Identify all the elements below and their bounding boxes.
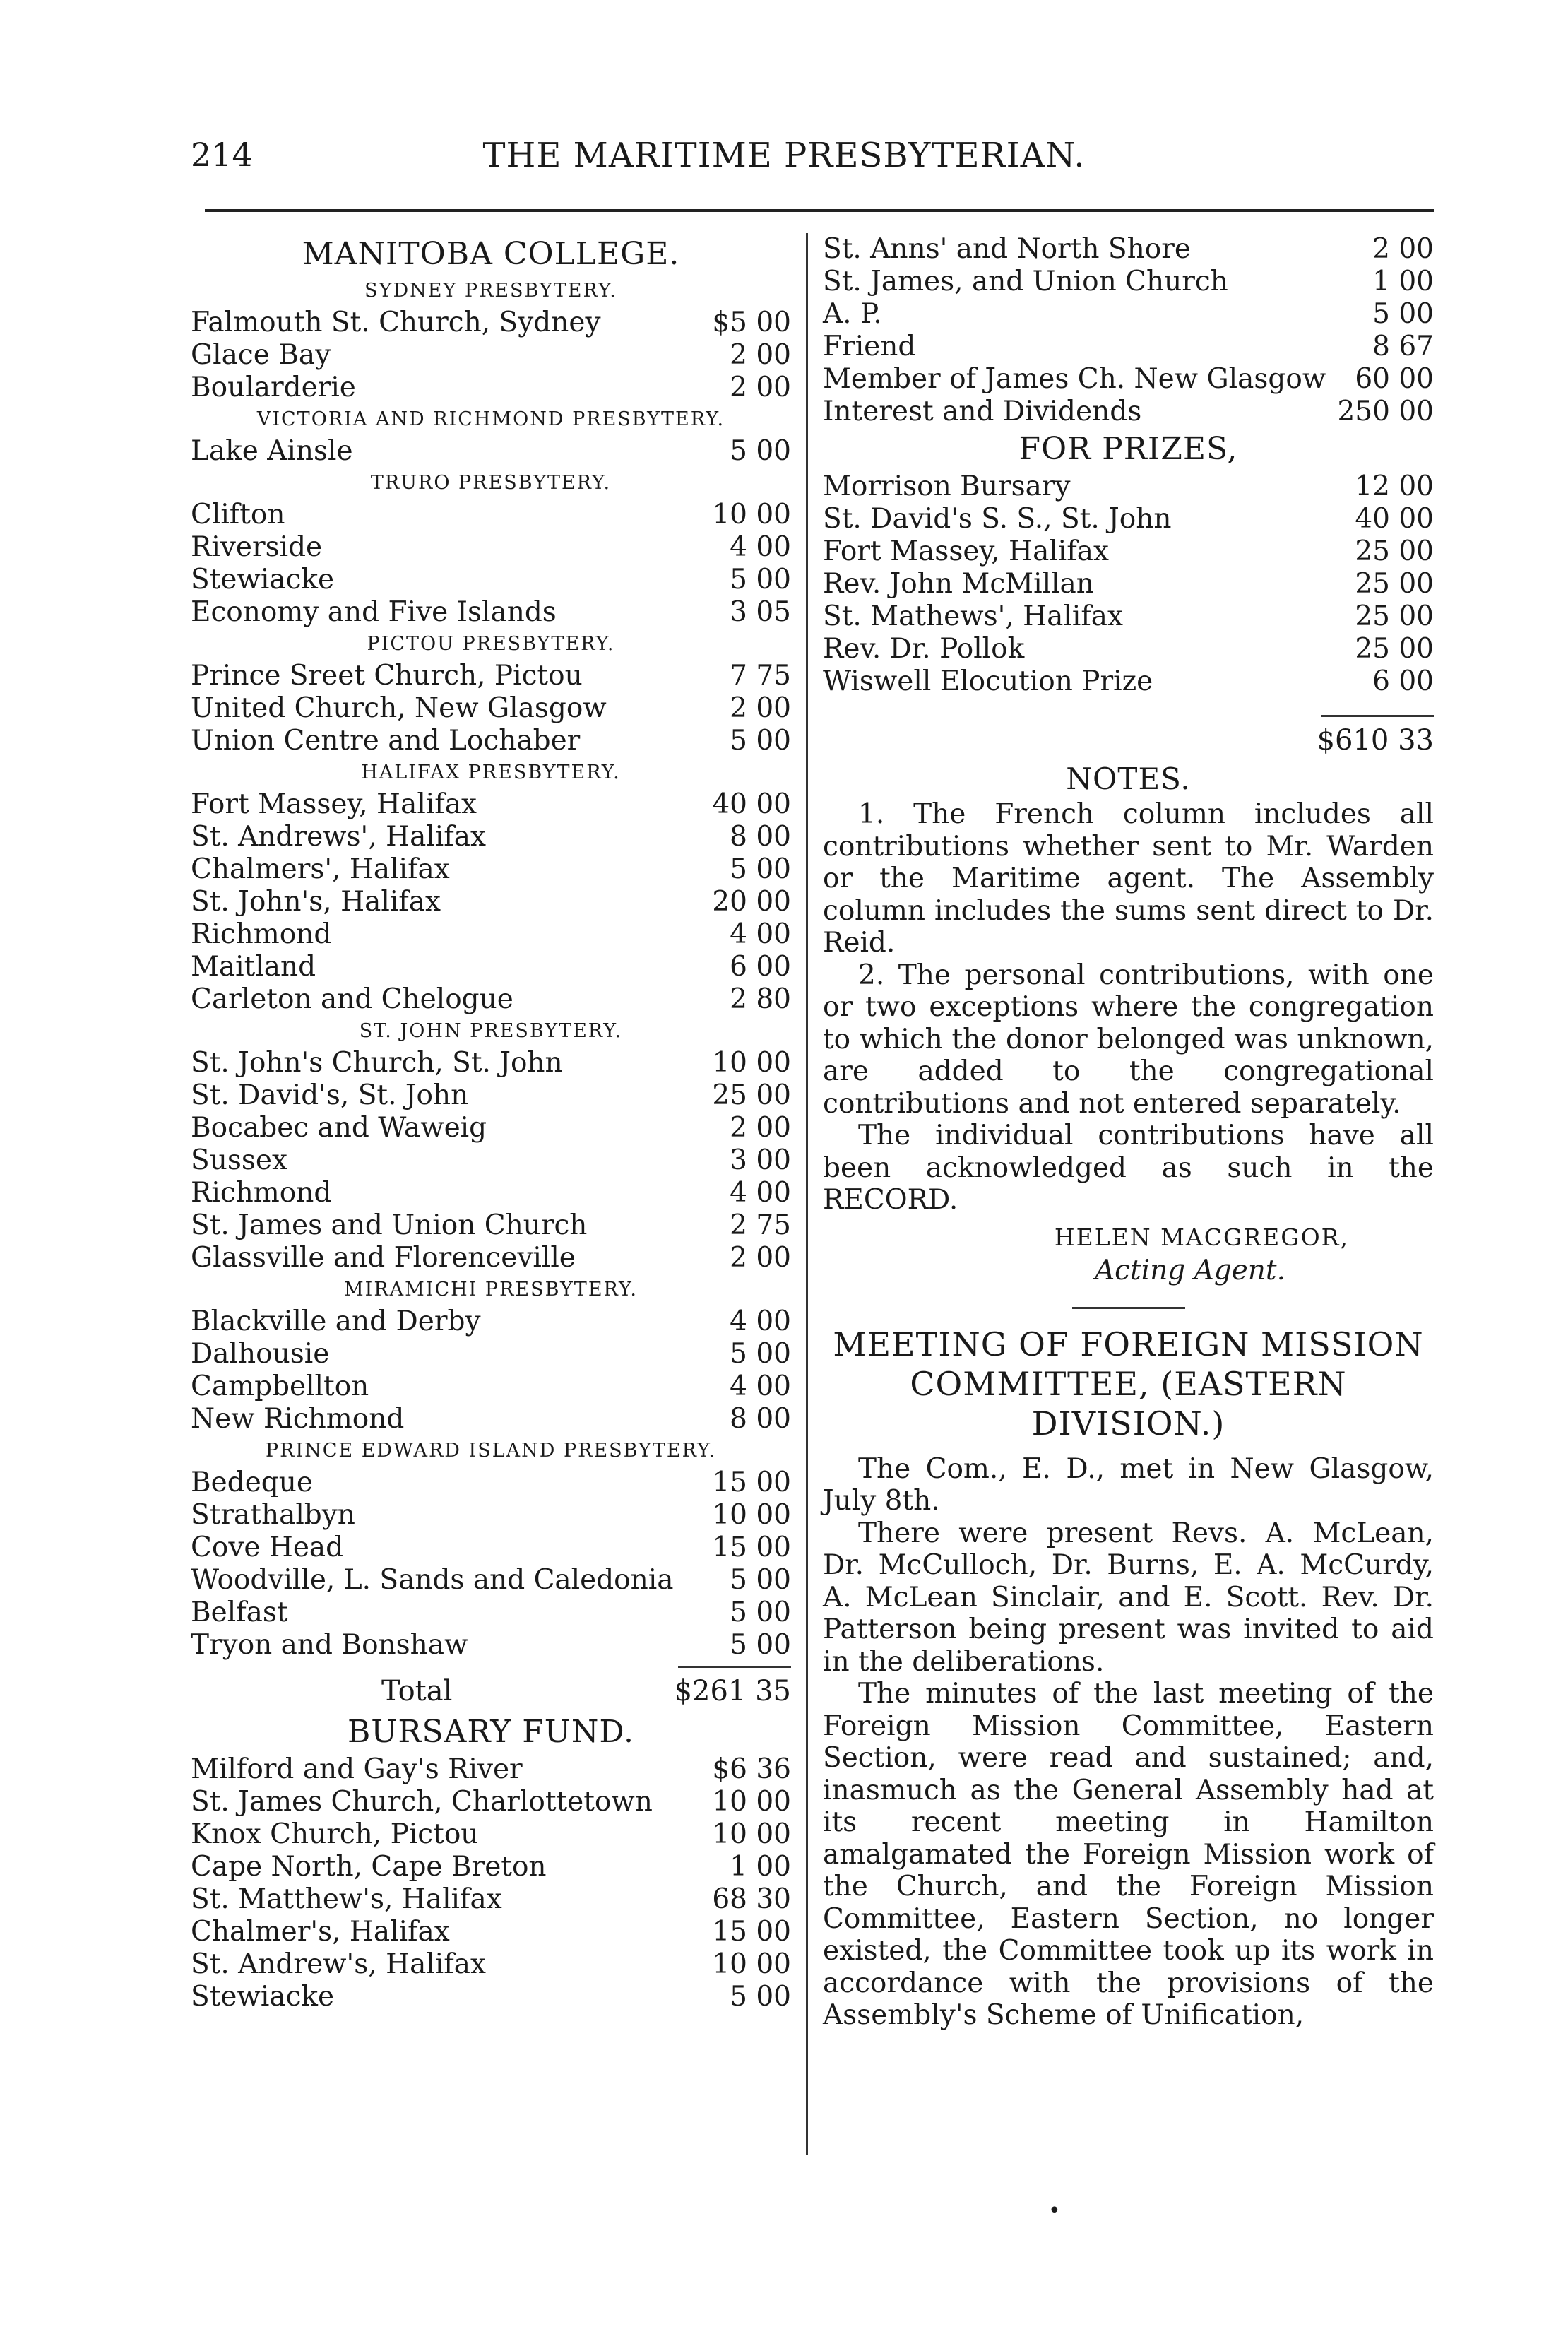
entry-amount: 7 75 <box>730 660 791 692</box>
entry-row <box>191 596 791 629</box>
prizes-total-rule <box>823 711 1434 721</box>
entry-amount: 5 00 <box>730 1564 791 1596</box>
entry-row <box>191 1209 791 1242</box>
entry-label: Rev. John McMillan <box>823 568 1094 600</box>
right-column <box>823 233 1434 2032</box>
notes-title: NOTES. <box>1066 762 1191 796</box>
entry-row <box>823 363 1434 396</box>
bullet-mark: • <box>1048 2198 1061 2223</box>
entry-row <box>191 1047 791 1079</box>
entry-row <box>191 1916 791 1948</box>
entry-amount: 20 00 <box>712 886 791 918</box>
meeting-paragraph: The minutes of the last meeting of the Foreign Mission Committee, Eastern Section, were read and sustained; and, inasmuch as the General Assembly had at its recent meeting in Hamilton amalgamated the Foreign Mission work of the Church, and the Foreign Mission Committee, Eastern Section, no longer existed, the Committee took up its work in accordance with the provisions of the Assembly's Scheme of Unification, <box>823 1678 1434 2031</box>
presbytery-heading: SYDNEY PRESBYTERY. <box>364 280 617 302</box>
entry-row <box>823 298 1434 331</box>
column-divider <box>806 233 808 2155</box>
entry-row <box>191 725 791 757</box>
presbytery-list <box>191 276 791 1662</box>
entry-amount: 8 00 <box>730 1403 791 1435</box>
entry-row <box>823 331 1434 363</box>
notes-paragraph: 1. The French column includes all contributions whether sent to Mr. Warden or the Maritime agent. The Assembly column includes the sums sent direct to Dr. Reid. <box>823 798 1434 959</box>
entry-amount: 2 75 <box>730 1209 791 1241</box>
entry-row <box>191 1948 791 1981</box>
entry-amount: 6 00 <box>730 951 791 983</box>
entry-amount: 5 00 <box>730 853 791 885</box>
entry-label: Stewiacke <box>191 564 335 596</box>
entry-amount: 1 00 <box>730 1851 791 1883</box>
entry-row <box>823 470 1434 503</box>
entry-label: Bocabec and Waweig <box>191 1112 487 1144</box>
entry-amount: 4 00 <box>730 918 791 950</box>
entry-row <box>823 266 1434 298</box>
entry-label: Friend <box>823 331 916 362</box>
entry-amount: 2 00 <box>730 692 791 724</box>
entry-amount: 5 00 <box>1372 298 1434 330</box>
entry-row <box>191 1753 791 1786</box>
entry-label: Lake Ainsle <box>191 435 353 467</box>
entry-amount: 12 00 <box>1355 470 1434 502</box>
entry-row <box>191 372 791 404</box>
bursary-continued-list <box>823 233 1434 428</box>
entry-amount: 5 00 <box>730 1597 791 1628</box>
entry-amount: 25 00 <box>712 1079 791 1111</box>
entry-amount: 5 00 <box>730 435 791 467</box>
entry-label: Falmouth St. Church, Sydney <box>191 307 601 338</box>
entry-row <box>191 499 791 531</box>
entry-amount: 4 00 <box>730 1305 791 1337</box>
entry-row <box>191 1851 791 1883</box>
entry-amount: $5 00 <box>712 307 791 338</box>
entry-row <box>191 1079 791 1112</box>
entry-row <box>191 951 791 983</box>
entry-label: Union Centre and Lochaber <box>191 725 581 757</box>
entry-label: Economy and Five Islands <box>191 596 557 628</box>
entry-row <box>191 1629 791 1662</box>
total-label: Total <box>381 1675 453 1707</box>
entry-row <box>191 1305 791 1338</box>
meeting-title: MEETING OF FOREIGN MISSION COMMITTEE, (EASTERN DIVISION.) <box>833 1325 1424 1443</box>
entry-label: St. Andrews', Halifax <box>191 821 486 853</box>
entry-label: Maitland <box>191 951 316 983</box>
entry-row <box>191 788 791 821</box>
total-row <box>191 1671 791 1711</box>
entry-row <box>191 853 791 886</box>
entry-amount: 4 00 <box>730 1177 791 1209</box>
entry-label: Rev. Dr. Pollok <box>823 633 1025 665</box>
entry-amount: 3 00 <box>730 1144 791 1176</box>
entry-label: Fort Massey, Halifax <box>191 788 477 820</box>
entry-amount: 250 00 <box>1337 396 1434 427</box>
signature-role: Acting Agent. <box>1094 1254 1285 1286</box>
section-title-manitoba: MANITOBA COLLEGE. <box>302 236 680 272</box>
entry-amount: 10 00 <box>712 1786 791 1818</box>
entry-row <box>191 1370 791 1403</box>
entry-label: Milford and Gay's River <box>191 1753 523 1785</box>
total-rule <box>191 1662 791 1671</box>
entry-amount: 5 00 <box>730 725 791 757</box>
entry-amount: 2 00 <box>730 1112 791 1144</box>
entry-label: St. Andrew's, Halifax <box>191 1948 486 1980</box>
entry-amount: 1 00 <box>1372 266 1434 297</box>
entry-amount: 5 00 <box>730 1338 791 1370</box>
entry-label: Interest and Dividends <box>823 396 1142 427</box>
left-column <box>191 233 791 2013</box>
entry-row <box>191 339 791 372</box>
entry-amount: 4 00 <box>730 1370 791 1402</box>
entry-label: St. David's S. S., St. John <box>823 503 1172 535</box>
entry-amount: 2 80 <box>730 983 791 1015</box>
entry-row <box>191 1786 791 1818</box>
entry-row <box>191 660 791 692</box>
entry-label: St. Mathews', Halifax <box>823 600 1124 632</box>
signature-name: HELEN MACGREGOR, <box>1054 1223 1349 1251</box>
entry-amount: $6 36 <box>712 1753 791 1785</box>
notes-paragraph: The individual contributions have all been acknowledged as such in the RECORD. <box>823 1120 1434 1216</box>
entry-row <box>823 535 1434 568</box>
entry-row <box>191 1467 791 1499</box>
entry-label: Clifton <box>191 499 285 531</box>
entry-amount: 2 00 <box>730 339 791 371</box>
entry-amount: 4 00 <box>730 531 791 563</box>
entry-row <box>191 1144 791 1177</box>
entry-row <box>823 600 1434 633</box>
prizes-list <box>823 470 1434 698</box>
entry-amount: 15 00 <box>712 1916 791 1948</box>
entry-amount: 5 00 <box>730 1629 791 1661</box>
entry-row <box>823 233 1434 266</box>
entry-row <box>191 692 791 725</box>
entry-label: Blackville and Derby <box>191 1305 481 1337</box>
entry-row <box>191 1242 791 1274</box>
meeting-paragraph: There were present Revs. A. McLean, Dr. McCulloch, Dr. Burns, E. A. McCurdy, A. McLean Sinclair, and E. Scott. Rev. Dr. Patterson being present was invited to aid in the deliberations. <box>823 1517 1434 1678</box>
entry-row <box>823 633 1434 665</box>
entry-amount: 25 00 <box>1355 600 1434 632</box>
presbytery-heading: VICTORIA AND RICHMOND PRESBYTERY. <box>256 408 725 430</box>
entry-row <box>191 983 791 1016</box>
entry-row <box>823 568 1434 600</box>
entry-label: Dalhousie <box>191 1338 330 1370</box>
entry-label: St. James, and Union Church <box>823 266 1228 297</box>
entry-label: Bedeque <box>191 1467 313 1498</box>
entry-row <box>823 665 1434 698</box>
entry-label: Cove Head <box>191 1532 344 1563</box>
entry-label: Prince Sreet Church, Pictou <box>191 660 583 692</box>
entry-row <box>191 531 791 564</box>
entry-amount: 10 00 <box>712 1948 791 1980</box>
entry-amount: 15 00 <box>712 1532 791 1563</box>
entry-label: Richmond <box>191 918 332 950</box>
entry-row <box>191 1564 791 1597</box>
entry-row <box>823 396 1434 428</box>
entry-row <box>191 307 791 339</box>
entry-row <box>191 1532 791 1564</box>
presbytery-heading: MIRAMICHI PRESBYTERY. <box>344 1279 638 1301</box>
entry-row <box>191 918 791 951</box>
entry-label: St. John's Church, St. John <box>191 1047 563 1079</box>
page-number: 214 <box>191 136 253 174</box>
entry-label: St. James and Union Church <box>191 1209 588 1241</box>
entry-label: Stewiacke <box>191 1981 335 2013</box>
entry-label: St. John's, Halifax <box>191 886 441 918</box>
entry-label: Fort Massey, Halifax <box>823 535 1109 567</box>
entry-label: Wiswell Elocution Prize <box>823 665 1153 697</box>
head-rule <box>205 209 1434 212</box>
entry-amount: 5 00 <box>730 1981 791 2013</box>
bursary-list <box>191 1753 791 2013</box>
entry-label: United Church, New Glasgow <box>191 692 607 724</box>
meeting-paragraph: The Com., E. D., met in New Glasgow, July 8th. <box>823 1452 1434 1517</box>
entry-amount: 68 30 <box>712 1883 791 1915</box>
entry-label: Woodville, L. Sands and Caledonia <box>191 1564 674 1596</box>
entry-amount: 2 00 <box>730 372 791 403</box>
entry-row <box>191 435 791 468</box>
entry-label: Campbellton <box>191 1370 369 1402</box>
notes-paragraph: 2. The personal contributions, with one or two exceptions where the congregation to which the donor belonged was unknown, are added to the congregational contributions and not entered separately. <box>823 959 1434 1120</box>
entry-label: Morrison Bursary <box>823 470 1071 502</box>
entry-amount: 2 00 <box>1372 233 1434 265</box>
presbytery-heading: PRINCE EDWARD ISLAND PRESBYTERY. <box>265 1440 717 1462</box>
section-title-bursary: BURSARY FUND. <box>347 1714 635 1750</box>
entry-amount: 8 67 <box>1372 331 1434 362</box>
entry-label: Boularderie <box>191 372 356 403</box>
entry-label: St. David's, St. John <box>191 1079 469 1111</box>
entry-label: Knox Church, Pictou <box>191 1818 479 1850</box>
entry-amount: 60 00 <box>1355 363 1434 395</box>
entry-amount: 10 00 <box>712 1818 791 1850</box>
entry-label: St. Matthew's, Halifax <box>191 1883 502 1915</box>
entry-row <box>191 1883 791 1916</box>
entry-label: Richmond <box>191 1177 332 1209</box>
entry-label: A. P. <box>823 298 882 330</box>
entry-amount: 6 00 <box>1372 665 1434 697</box>
entry-label: Chalmers', Halifax <box>191 853 450 885</box>
entry-row <box>191 1597 791 1629</box>
entry-label: New Richmond <box>191 1403 405 1435</box>
entry-row <box>191 1403 791 1435</box>
entry-label: Member of James Ch. New Glasgow <box>823 363 1326 395</box>
entry-row <box>823 503 1434 535</box>
entry-label: St. James Church, Charlottetown <box>191 1786 653 1818</box>
entry-label: Glace Bay <box>191 339 331 371</box>
entry-label: Belfast <box>191 1597 288 1628</box>
entry-label: Glassville and Florenceville <box>191 1242 576 1274</box>
entry-label: Strathalbyn <box>191 1499 355 1531</box>
entry-row <box>191 1177 791 1209</box>
entry-amount: 3 05 <box>730 596 791 628</box>
entry-amount: 10 00 <box>712 499 791 531</box>
entry-amount: 15 00 <box>712 1467 791 1498</box>
entry-row <box>191 1338 791 1370</box>
entry-amount: 40 00 <box>712 788 791 820</box>
entry-row <box>191 1818 791 1851</box>
entry-label: Sussex <box>191 1144 287 1176</box>
entry-label: Carleton and Chelogue <box>191 983 513 1015</box>
section-divider <box>1072 1307 1185 1309</box>
entry-label: Cape North, Cape Breton <box>191 1851 547 1883</box>
entry-amount: 5 00 <box>730 564 791 596</box>
presbytery-heading: HALIFAX PRESBYTERY. <box>361 762 621 783</box>
entry-amount: 40 00 <box>1355 503 1434 535</box>
entry-row <box>191 564 791 596</box>
entry-row <box>191 821 791 853</box>
entry-row <box>191 1499 791 1532</box>
entry-row <box>191 1112 791 1144</box>
entry-amount: 25 00 <box>1355 535 1434 567</box>
entry-amount: 8 00 <box>730 821 791 853</box>
prizes-total: $610 33 <box>1317 724 1434 757</box>
entry-row <box>191 1981 791 2013</box>
presbytery-heading: TRURO PRESBYTERY. <box>370 472 612 494</box>
entry-row <box>191 886 791 918</box>
total-amount: $261 35 <box>674 1675 791 1707</box>
presbytery-heading: PICTOU PRESBYTERY. <box>367 633 615 655</box>
section-title-prizes: FOR PRIZES, <box>1018 431 1238 467</box>
entry-amount: 10 00 <box>712 1047 791 1079</box>
entry-amount: 25 00 <box>1355 633 1434 665</box>
entry-amount: 10 00 <box>712 1499 791 1531</box>
entry-label: Chalmer's, Halifax <box>191 1916 450 1948</box>
entry-amount: 25 00 <box>1355 568 1434 600</box>
running-head: THE MARITIME PRESBYTERIAN. <box>482 136 1086 175</box>
entry-label: Riverside <box>191 531 323 563</box>
entry-amount: 2 00 <box>730 1242 791 1274</box>
presbytery-heading: ST. JOHN PRESBYTERY. <box>359 1020 623 1042</box>
entry-label: St. Anns' and North Shore <box>823 233 1191 265</box>
entry-label: Tryon and Bonshaw <box>191 1629 468 1661</box>
